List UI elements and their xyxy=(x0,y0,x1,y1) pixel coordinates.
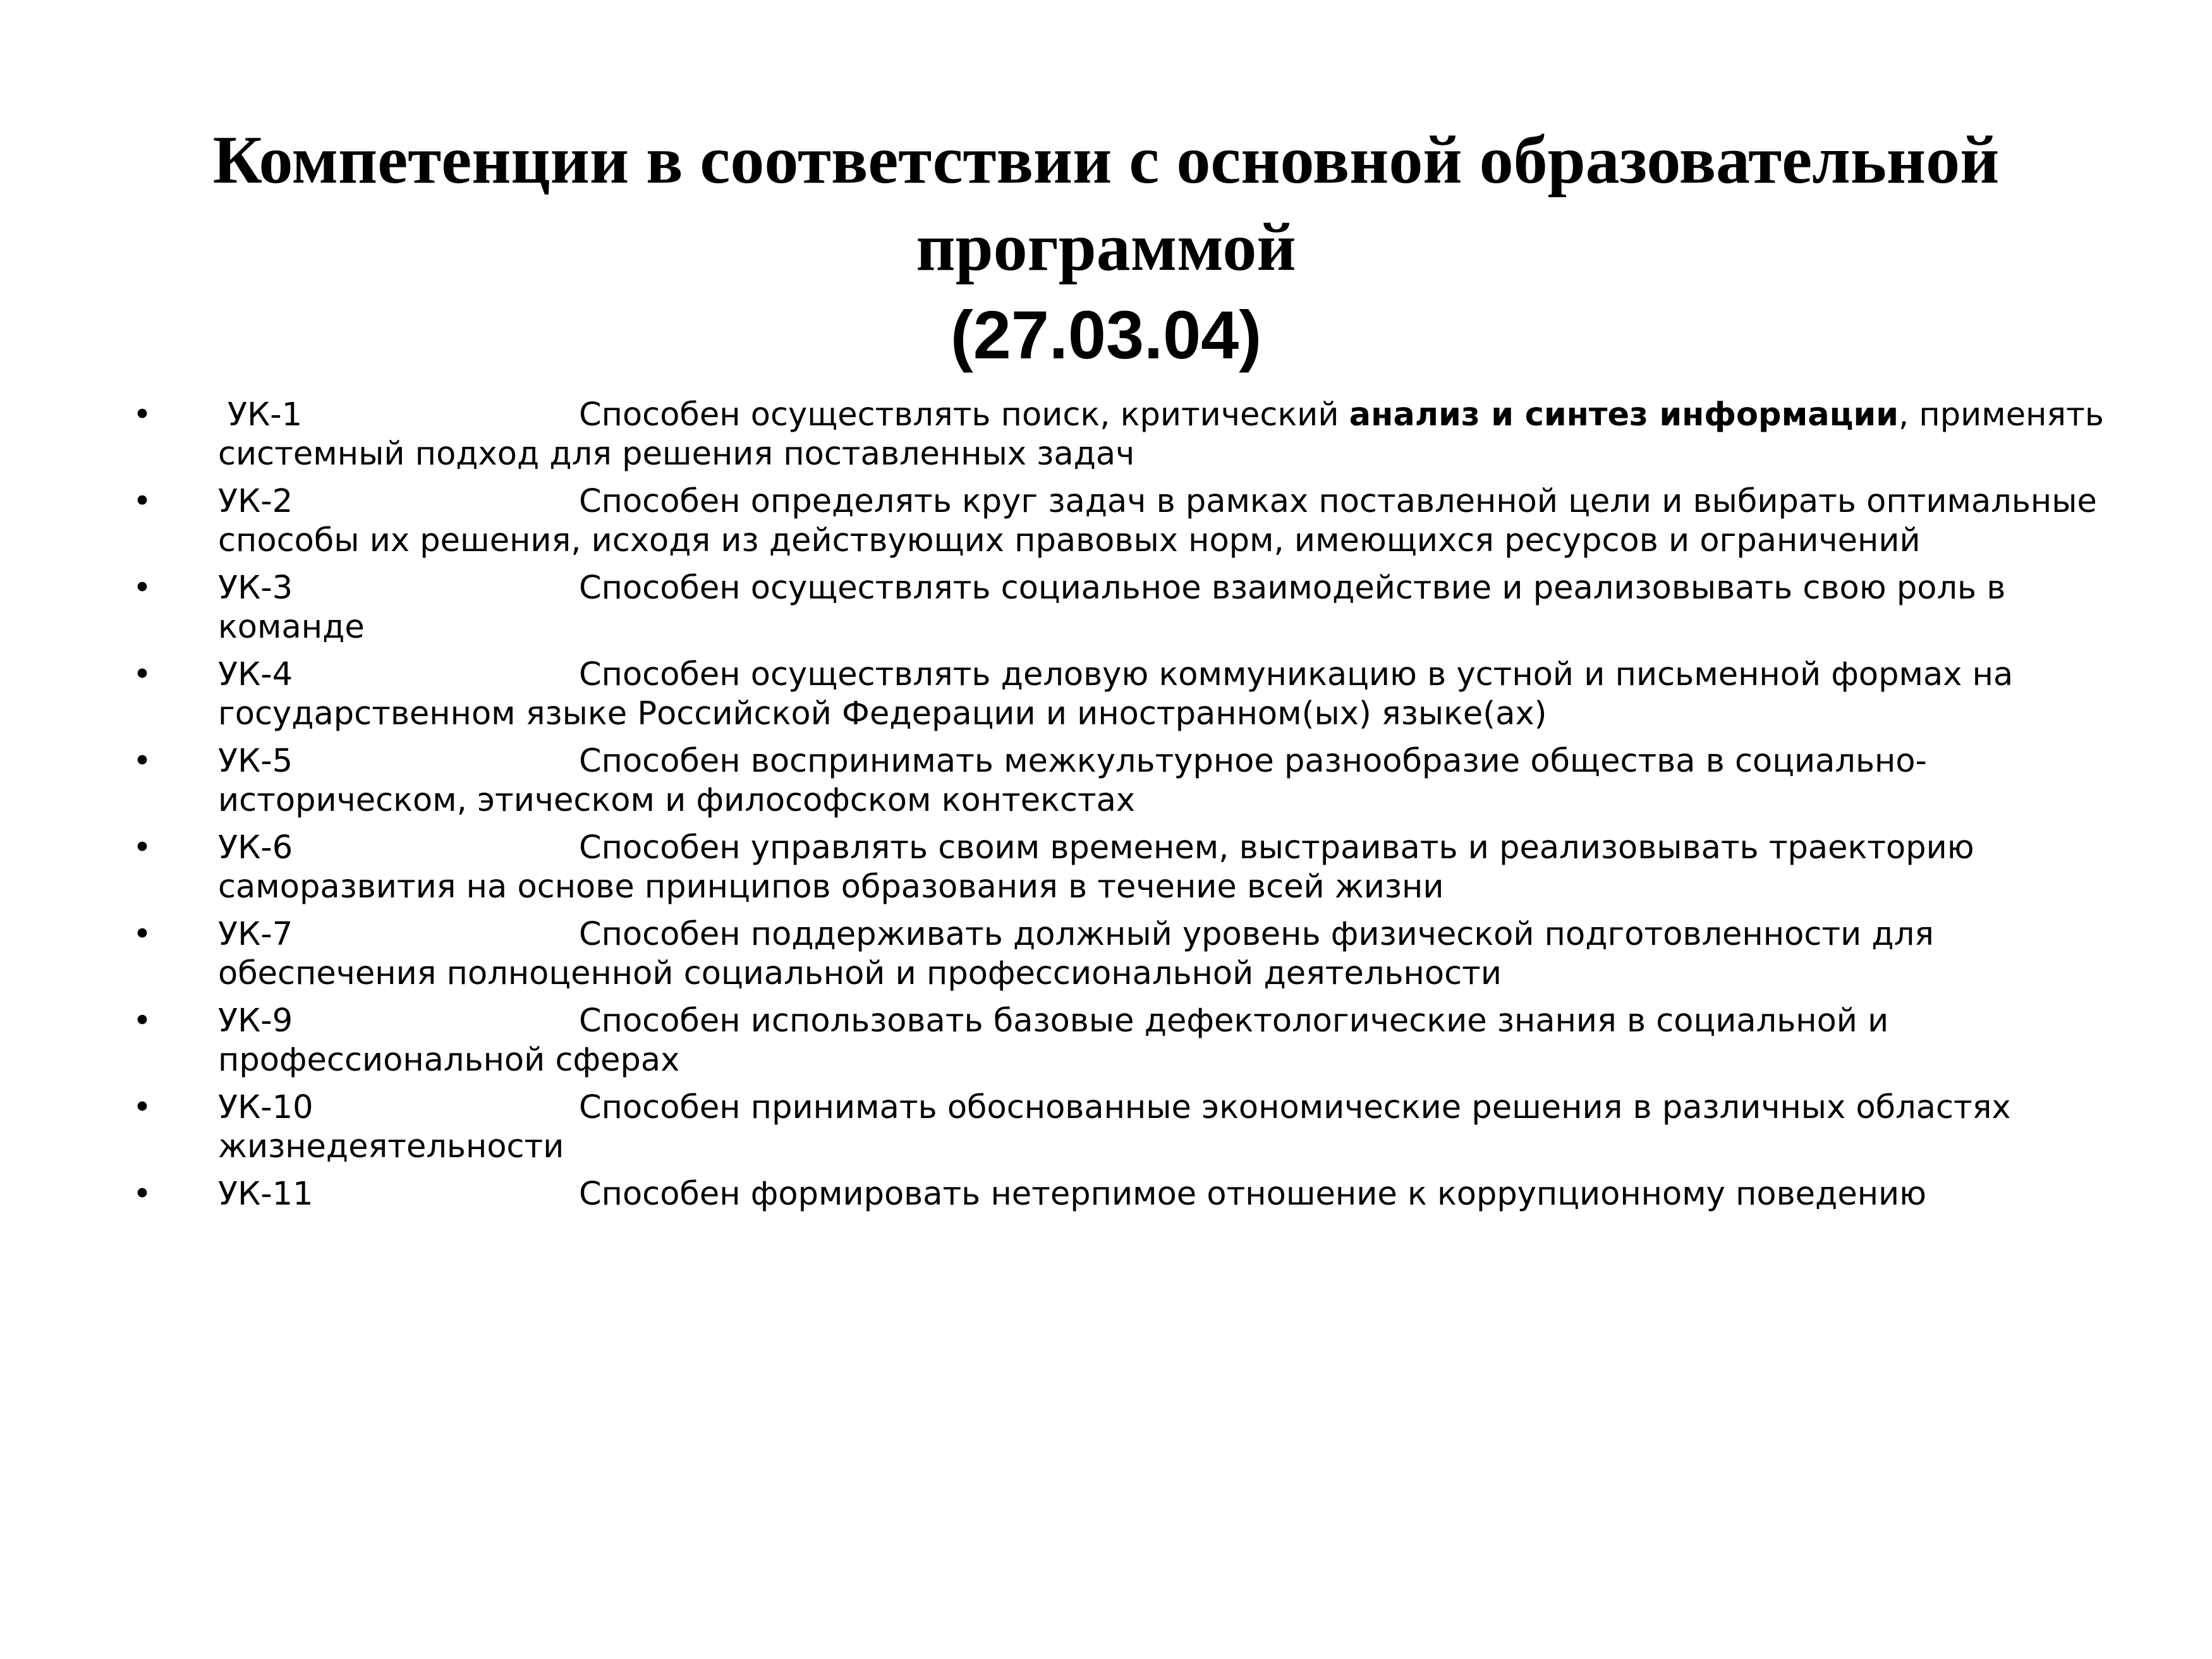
bullet-icon: • xyxy=(133,743,152,780)
competency-list xyxy=(126,396,2117,1222)
competency-item xyxy=(126,1088,2117,1167)
competency-description: Способен осуществлять социальное взаимодействие и реализовывать свою роль в команде xyxy=(218,569,2006,646)
competency-code: УК-6 xyxy=(218,829,293,866)
competency-description-part: , применять системный подход для решения поставленных задач xyxy=(218,396,2104,473)
competency-code: УК-9 xyxy=(218,1002,293,1040)
bullet-icon: • xyxy=(133,483,152,520)
competency-item xyxy=(126,482,2117,561)
competency-code: УК-4 xyxy=(218,656,293,693)
competency-code: УК-2 xyxy=(218,483,293,520)
bullet-icon: • xyxy=(133,829,152,866)
competency-item xyxy=(126,1175,2117,1214)
title-program-code: (27.03.04) xyxy=(950,296,1262,373)
competency-description: Способен использовать базовые дефектологические знания в социальной и профессиональной сферах xyxy=(218,1002,1889,1079)
competency-code: УК-11 xyxy=(218,1176,313,1213)
competency-description: Способен определять круг задач в рамках поставленной цели и выбирать оптимальные способы их решения, исходя из действующих правовых норм, имеющихся ресурсов и ограничений xyxy=(218,483,2097,559)
competency-code: УК-3 xyxy=(218,569,293,607)
slide-title xyxy=(95,117,2117,380)
bullet-icon: • xyxy=(133,396,152,434)
competency-description: Способен формировать нетерпимое отношение к коррупционному поведению xyxy=(579,1176,1927,1213)
bullet-icon: • xyxy=(133,916,152,953)
competency-description-part: Способен осуществлять поиск, критический xyxy=(579,396,1349,434)
bullet-icon: • xyxy=(133,656,152,693)
bullet-icon: • xyxy=(133,1002,152,1040)
competency-item xyxy=(126,1002,2117,1080)
title-text: Компетенции в соответствии с основной образовательной программой xyxy=(212,123,2000,285)
competency-description: Способен осуществлять деловую коммуникацию в устной и письменной формах на государственном языке Российской Федерации и иностранном(ых) языке(ах) xyxy=(218,656,2014,732)
competency-code: УК-5 xyxy=(218,743,293,780)
competency-description: Способен поддерживать должный уровень физической подготовленности для обеспечения полноценной социальной и профессиональной деятельности xyxy=(218,916,1934,992)
bullet-icon: • xyxy=(133,1089,152,1126)
competency-description: Способен воспринимать межкультурное разнообразие общества в социально-историческом, этическом и философском контекстах xyxy=(218,743,1927,819)
competency-item xyxy=(126,655,2117,734)
competency-item xyxy=(126,569,2117,647)
competency-description: Способен принимать обоснованные экономические решения в различных областях жизнедеятельности xyxy=(218,1089,2011,1165)
competency-item xyxy=(126,829,2117,907)
competency-code: УК-1 xyxy=(228,396,303,434)
bullet-icon: • xyxy=(133,569,152,607)
competency-code: УК-10 xyxy=(218,1089,313,1126)
competency-description: Способен управлять своим временем, выстраивать и реализовывать траекторию саморазвития на основе принципов образования в течение всей жизни xyxy=(218,829,1974,906)
competency-item xyxy=(126,915,2117,994)
competency-code: УК-7 xyxy=(218,916,293,953)
competency-emphasis: анализ и синтез информации xyxy=(1349,396,1899,434)
bullet-icon: • xyxy=(133,1176,152,1213)
competency-item xyxy=(126,396,2117,474)
competency-item xyxy=(126,742,2117,820)
